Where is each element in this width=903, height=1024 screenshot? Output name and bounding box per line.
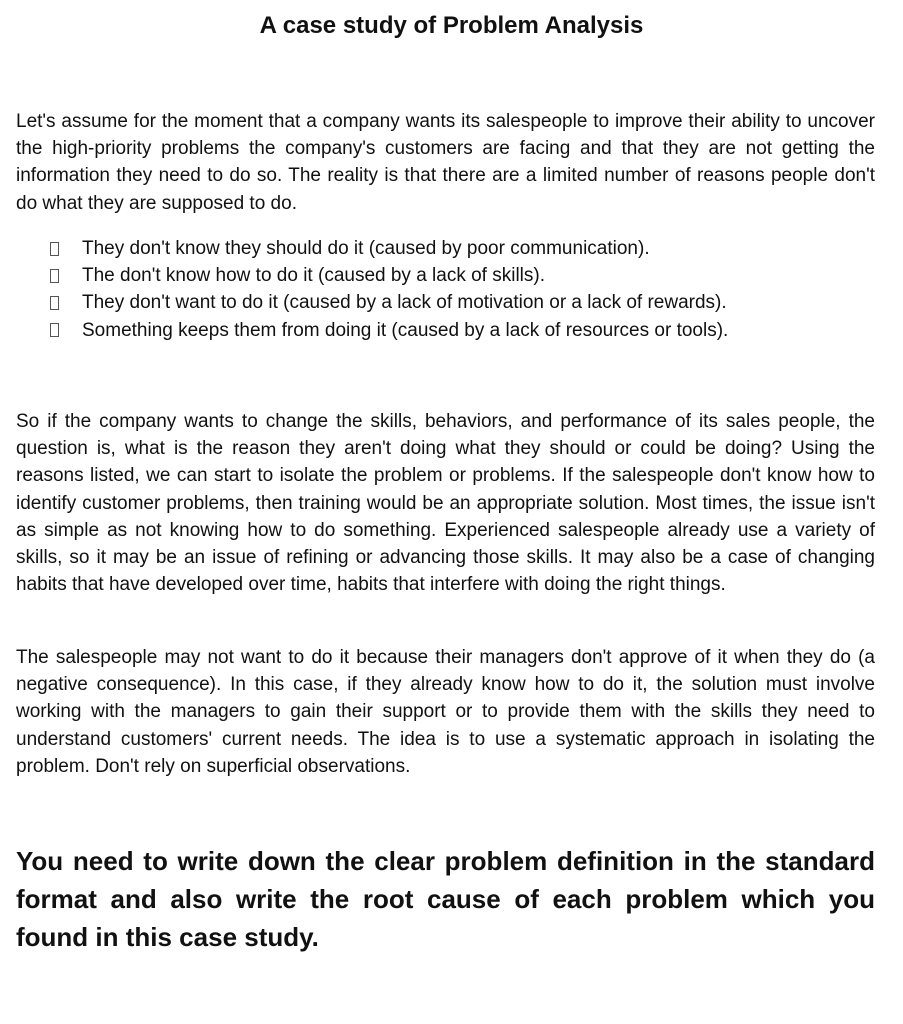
- list-item-text: They don't know they should do it (caused by poor communication).: [82, 238, 650, 259]
- task-instruction: You need to write down the clear problem definition in the standard format and also write the root cause of each problem which you found in this case study.: [16, 846, 875, 952]
- list-item: [46, 235, 728, 262]
- intro-paragraph: Let's assume for the moment that a company wants its salespeople to improve their ability to uncover the high-priority problems the company's customers are facing and that they are not getting the information they need to do so. The reality is that there are a limited number of reasons people don't do what they are supposed to do.: [16, 111, 875, 214]
- square-bullet-icon: [50, 242, 59, 256]
- square-bullet-icon: [50, 296, 59, 310]
- list-item-text: Something keeps them from doing it (caused by a lack of resources or tools).: [82, 319, 729, 341]
- reasons-list: [46, 235, 728, 344]
- list-item: [46, 262, 728, 289]
- list-item: [46, 317, 728, 344]
- square-bullet-icon: [50, 323, 59, 337]
- square-bullet-icon: [50, 269, 59, 283]
- list-item: [46, 289, 728, 316]
- managers-paragraph: The salespeople may not want to do it because their managers don't approve of it when they do (a negative consequence). In this case, if they already know how to do it, the solution must involve working with the managers to gain their support or to provide them with the skills they need to understand customers' current needs. The idea is to use a systematic approach in isolating the problem. Don't rely on superficial observations.: [16, 647, 875, 777]
- list-item-text: They don't want to do it (caused by a lack of motivation or a lack of rewards).: [82, 292, 727, 314]
- analysis-paragraph: So if the company wants to change the skills, behaviors, and performance of its sales people, the question is, what is the reason they aren't doing what they should or could be doing? Using the reasons listed, we can start to isolate the problem or problems. If the salespeople don't know how to identify customer problems, then training would be an appropriate solution. Most times, the issue isn't as simple as not knowing how to do something. Experienced salespeople already use a variety of skills, so it may be an issue of refining or advancing those skills. It may also be a case of changing habits that have developed over time, habits that interfere with doing the right things.: [16, 411, 875, 596]
- page-title: A case study of Problem Analysis: [259, 12, 644, 39]
- list-item-text: The don't know how to do it (caused by a lack of skills).: [82, 265, 546, 287]
